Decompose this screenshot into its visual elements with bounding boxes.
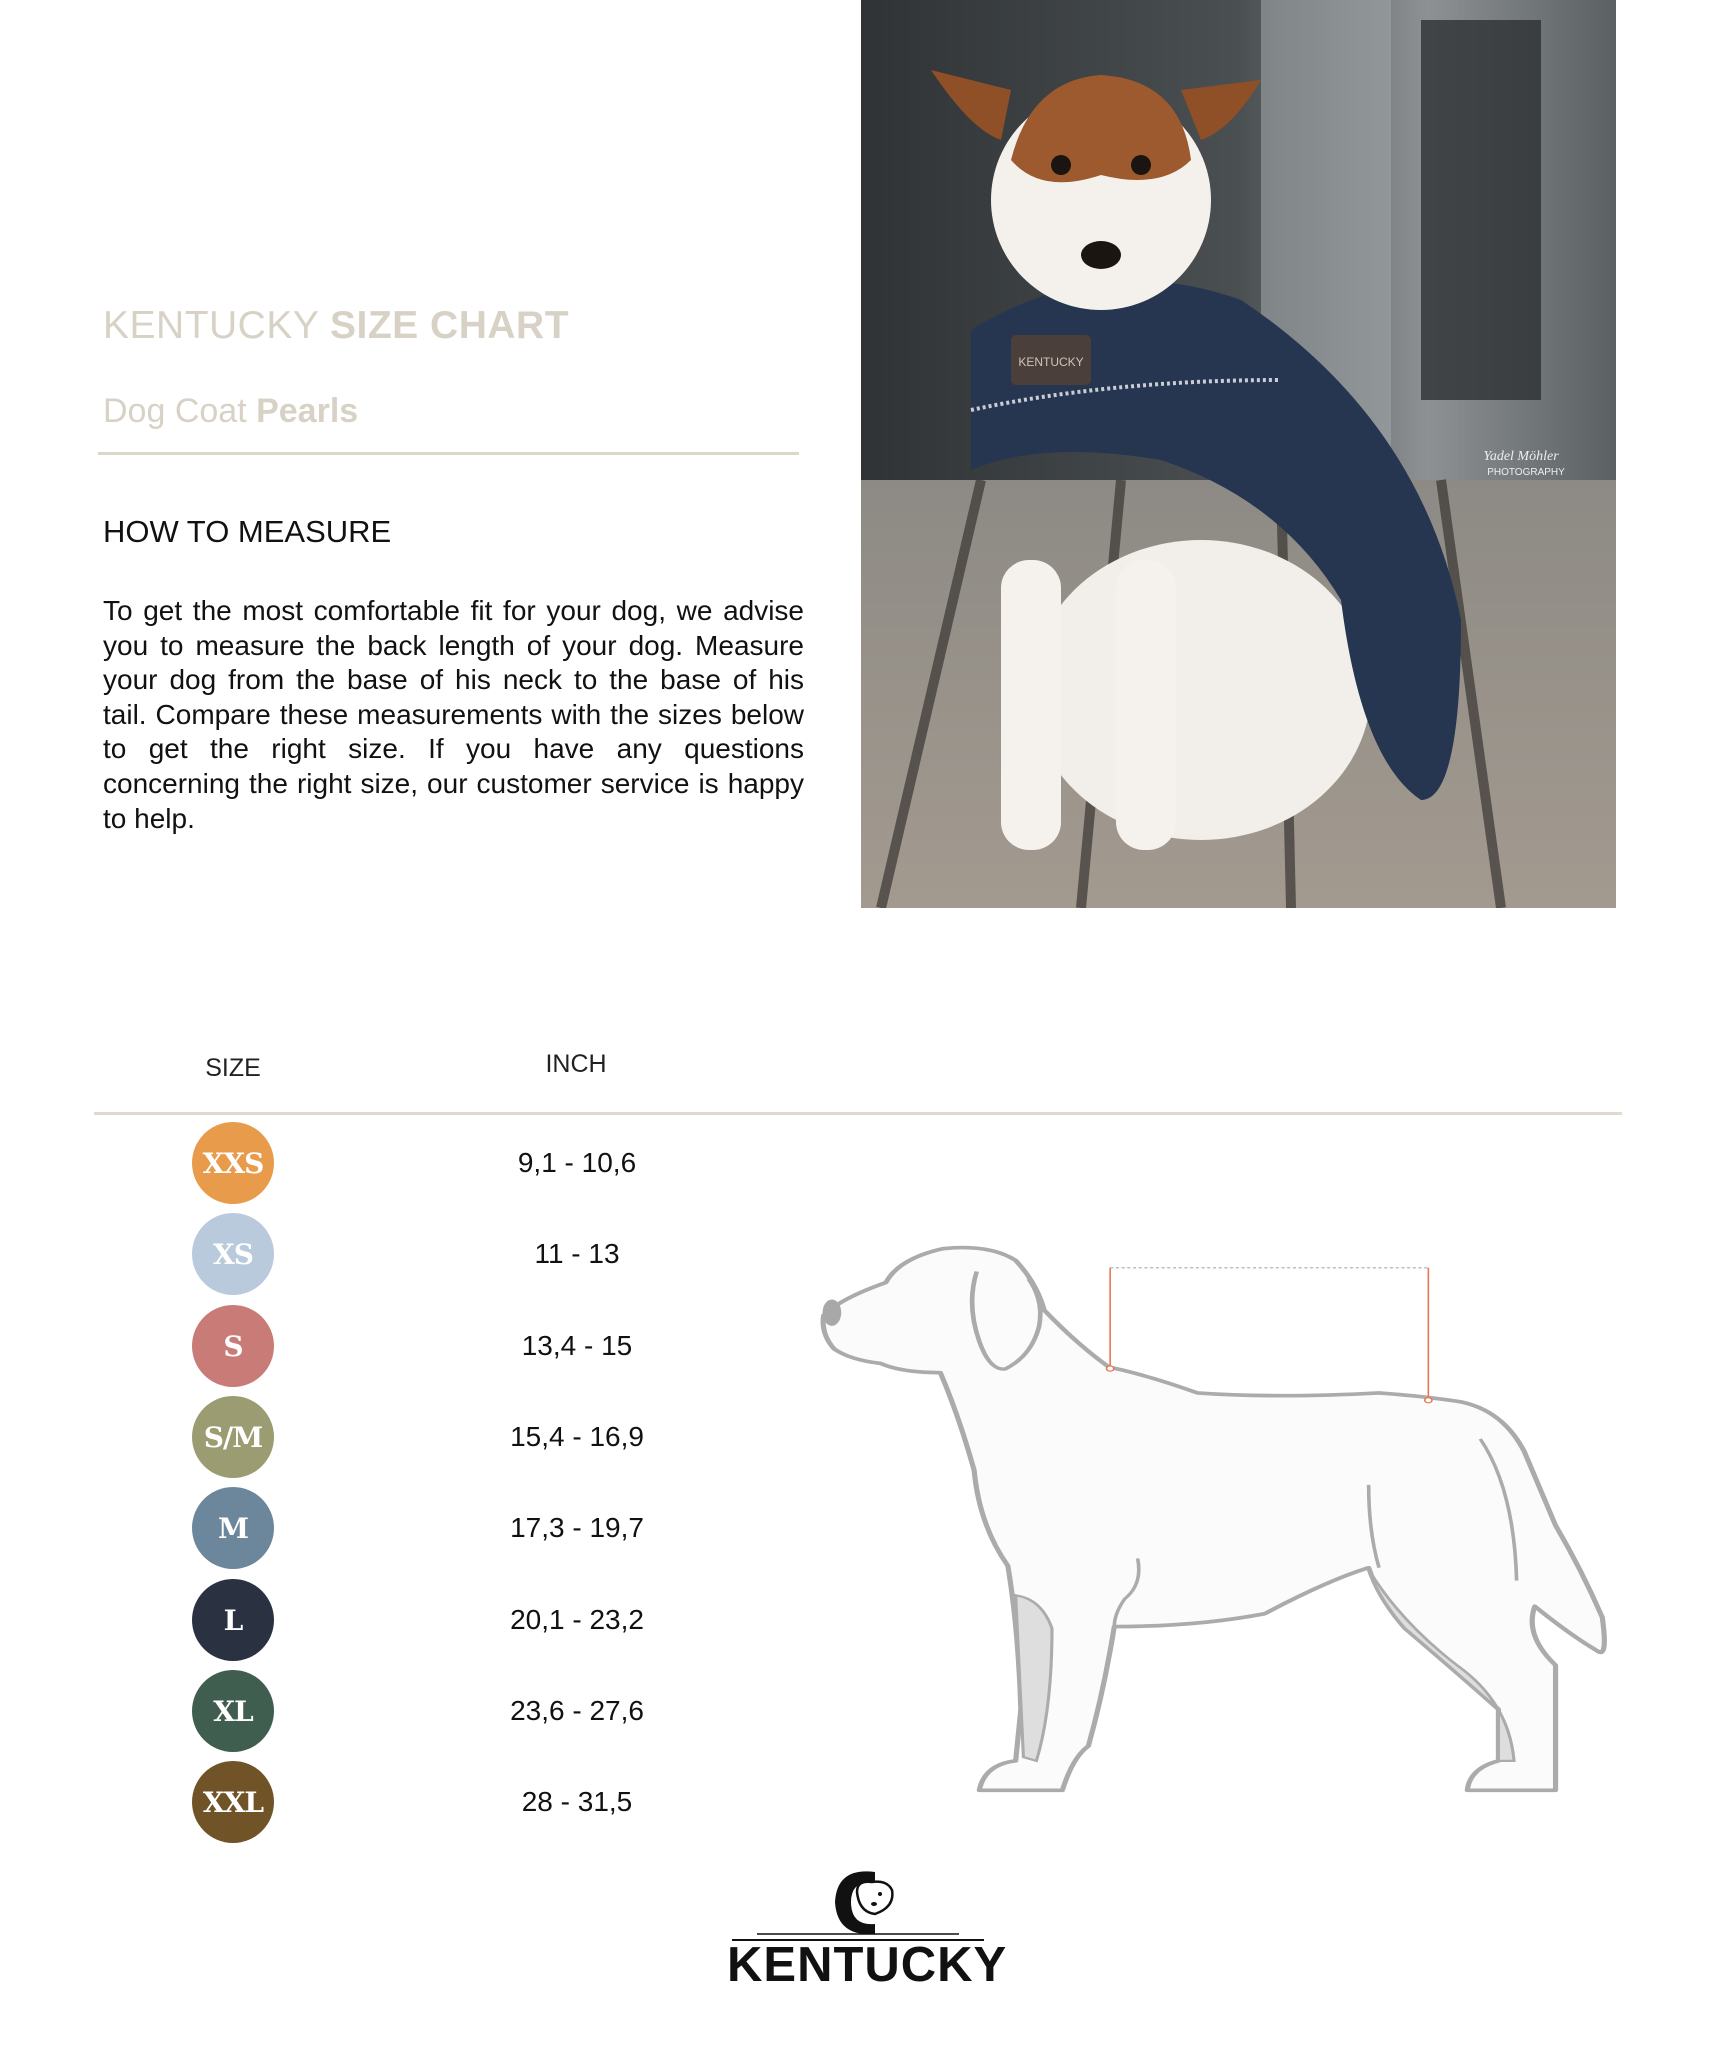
product-photo [861, 0, 1616, 908]
subtitle-product-type: Dog Coat [103, 392, 247, 430]
size-badge: S/M [192, 1396, 274, 1478]
logo-wordmark: KENTUCKY [727, 1938, 1008, 1992]
inch-range: 9,1 - 10,6 [517, 1147, 637, 1178]
size-badge: XL [192, 1670, 274, 1752]
size-badge: XXL [192, 1761, 274, 1843]
table-row [0, 1670, 800, 1752]
inch-range: 13,4 - 15 [521, 1330, 633, 1361]
dog-measurement-illustration [808, 1231, 1622, 1805]
page-title [103, 304, 569, 348]
how-to-measure-heading: HOW TO MEASURE [103, 514, 392, 549]
table-row [0, 1487, 800, 1569]
table-row [0, 1305, 800, 1387]
tail-base-point [1425, 1398, 1432, 1403]
table-row [0, 1761, 800, 1843]
table-row [0, 1396, 800, 1478]
table-divider [94, 1112, 1622, 1115]
photographer-watermark: Yadel Möhler [1483, 449, 1559, 464]
size-column-header: SIZE [205, 1054, 261, 1082]
dog-outline [823, 1248, 1604, 1791]
product-subtitle [103, 392, 358, 431]
inch-range: 17,3 - 19,7 [510, 1512, 644, 1543]
table-row [0, 1213, 800, 1295]
inch-range: 28 - 31,5 [521, 1786, 633, 1817]
title-brand: KENTUCKY [103, 304, 319, 347]
inch-range: 15,4 - 16,9 [510, 1421, 644, 1452]
title-divider [98, 452, 799, 455]
size-badge: L [192, 1579, 274, 1661]
table-row [0, 1579, 800, 1661]
dog-nose [823, 1299, 842, 1325]
title-bold: SIZE CHART [330, 304, 570, 347]
size-badge: M [192, 1487, 274, 1569]
inch-range: 20,1 - 23,2 [510, 1604, 644, 1635]
inch-range: 23,6 - 27,6 [510, 1695, 644, 1726]
size-badge: XXS [192, 1122, 274, 1204]
how-to-measure-text: To get the most comfortable fit for your dog, we advise you to measure the back length of your dog. Measure your dog from the base of his neck to the base of his tail. Compare these measurements with the sizes below to get the right size. If you have any questions concerning the right size, our customer service is happy to help. [103, 595, 804, 834]
logo-emblem-icon [727, 1862, 989, 1942]
coat-label-text: KENTUCKY [1018, 355, 1084, 369]
size-badge: XS [192, 1213, 274, 1295]
inch-range: 11 - 13 [534, 1238, 620, 1269]
photographer-watermark-sub: PHOTOGRAPHY [1487, 467, 1565, 478]
size-badge: S [192, 1305, 274, 1387]
neck-base-point [1107, 1366, 1114, 1371]
kentucky-logo [727, 1862, 1008, 2002]
table-row [0, 1122, 800, 1204]
inch-column-header: INCH [545, 1050, 607, 1078]
subtitle-product-name: Pearls [256, 392, 359, 430]
